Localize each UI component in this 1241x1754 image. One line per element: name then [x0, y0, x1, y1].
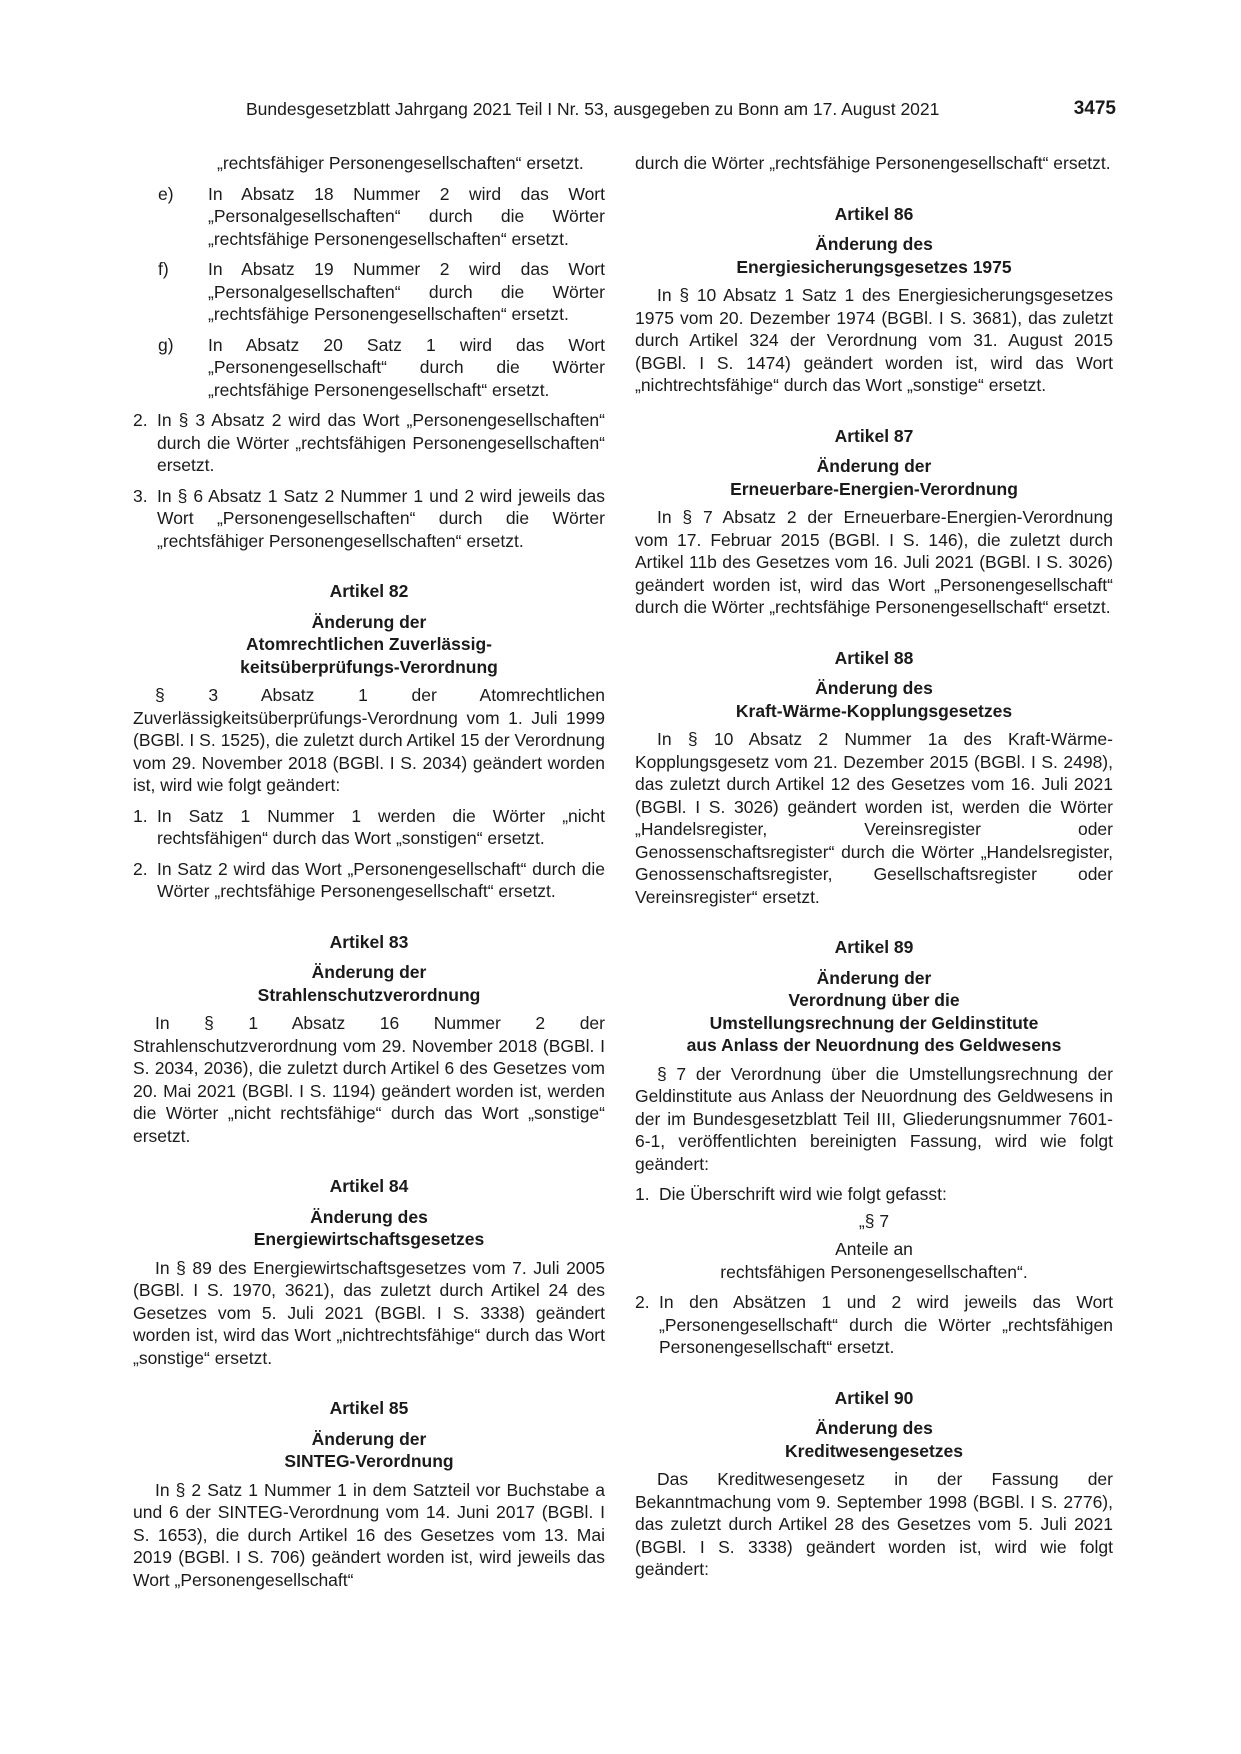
article-heading: Artikel 90 [834, 1387, 914, 1408]
article-paragraph: In § 2 Satz 1 Nummer 1 in dem Satzteil vor Buchstabe a und 6 der SINTEG-Verordnung vom 14. Juni 2017 (BGBl. I S. 1653), die durch Artikel 16 des Gesetzes vom 13. Mai 2019 (BGBl. I S. 706) geändert worden ist, wird jeweils das Wort „Personengesellschaft“ [133, 1479, 605, 1590]
list-item-text: In Absatz 20 Satz 1 wird das Wort „Personengesellschaft“ durch die Wörter „rechtsfähige Personengesellschaft“ ersetzt. [208, 334, 605, 400]
article-title [133, 611, 605, 679]
list-item-text: In Satz 1 Nummer 1 werden die Wörter „nicht rechtsfähigen“ durch das Wort „sonstigen“ ersetzt. [157, 805, 605, 848]
page-header [246, 99, 1116, 127]
article-title-line: Änderung der [311, 962, 427, 982]
quoted-heading [635, 1210, 1113, 1284]
article-title [133, 1428, 605, 1473]
article-title-line: Änderung des [310, 1206, 428, 1227]
article-title [635, 967, 1113, 1057]
article-title-line: keitsüberprüfungs-Verordnung [240, 656, 498, 677]
list-item [133, 805, 605, 850]
article-paragraph: In § 7 Absatz 2 der Erneuerbare-Energien-Verordnung vom 17. Februar 2015 (BGBl. I S. 146), die zuletzt durch Artikel 11b des Gesetzes vom 16. Juli 2021 (BGBl. I S. 3026) geändert worden ist, wird das Wort „Personengesellschaft“ durch die Wörter „rechtsfähige Personengesellschaft“ ersetzt. [635, 507, 1113, 617]
list-item [635, 1291, 1113, 1359]
list-item-number: 2. [133, 410, 148, 430]
list-item-text: In § 6 Absatz 1 Satz 2 Nummer 1 und 2 wird jeweils das Wort „Personengesellschaften“ durch die Wörter „rechtsfähiger Personengesellschaften“ ersetzt. [157, 485, 605, 551]
article-title [133, 961, 605, 1006]
article-paragraph: In § 1 Absatz 16 Nummer 2 der Strahlenschutzverordnung vom 29. November 2018 (BGBl. I S. 2034, 2036), die zuletzt durch Artikel 6 des Gesetzes vom 20. Mai 2021 (BGBl. I S. 1194) geändert worden ist, werden die Wörter „nicht rechtsfähige“ durch das Wort „sonstige“ ersetzt. [133, 1013, 605, 1146]
left-column [133, 152, 605, 1591]
article-paragraph: In § 89 des Energiewirtschaftsgesetzes vom 7. Juli 2005 (BGBl. I S. 1970, 3621), das zuletzt durch Artikel 24 des Gesetzes vom 5. Juli 2021 (BGBl. I S. 3338) geändert worden ist, wird das Wort „nichtrechtsfähige“ durch das Wort „sonstige“ ersetzt. [133, 1257, 605, 1368]
list-item [133, 485, 605, 553]
list-item [158, 258, 605, 326]
article-title-line: Energiewirtschaftsgesetzes [253, 1229, 485, 1249]
right-column [635, 152, 1113, 1581]
article-title-line: Energiesicherungsgesetzes 1975 [736, 256, 1012, 277]
article-title-line: Änderung des [815, 234, 933, 254]
list-item-text: In Satz 2 wird das Wort „Personengesellschaft“ durch die Wörter „rechtsfähige Personengesellschaft“ ersetzt. [157, 858, 605, 901]
list-item [133, 409, 605, 477]
article-title [635, 1417, 1113, 1462]
list-item-text: In den Absätzen 1 und 2 wird jeweils das Wort „Personengesellschaft“ durch die Wörter „rechtsfähigen Personengesellschaft“ ersetzt. [659, 1292, 1113, 1357]
article-heading: Artikel 82 [329, 581, 409, 601]
article-heading: Artikel 86 [834, 203, 914, 224]
list-item-number: 2. [635, 1292, 650, 1312]
continuation-text: „rechtsfähiger Personengesellschaften“ ersetzt. [217, 153, 584, 173]
article-title-line: Änderung des [815, 678, 933, 698]
list-item-number: 1. [635, 1184, 650, 1204]
page-number: 3475 [1073, 98, 1116, 119]
list-item-text: Die Überschrift wird wie folgt gefasst: [659, 1184, 947, 1204]
list-item-number: f) [158, 259, 169, 279]
list-item-number: 3. [133, 485, 148, 506]
list-item [635, 1183, 1113, 1206]
list-item-text: In § 3 Absatz 2 wird das Wort „Personengesellschaften“ durch die Wörter „rechtsfähigen Personengesellschaften“ ersetzt. [157, 410, 605, 475]
list-item [158, 183, 605, 251]
article-paragraph: § 3 Absatz 1 der Atomrechtlichen Zuverlässigkeitsüberprüfungs-Verordnung vom 1. Juli 1999 (BGBl. I S. 1525), die zuletzt durch Artikel 15 der Verordnung vom 29. November 2018 (BGBl. I S. 2034) geändert worden ist, wird wie folgt geändert: [133, 685, 605, 795]
list-item-number: 2. [133, 858, 148, 879]
article-title-line: Änderung der [816, 456, 932, 476]
article-title-line: Änderung der [311, 1428, 427, 1449]
article-heading: Artikel 89 [834, 937, 914, 957]
article-title [133, 1206, 605, 1251]
article-heading: Artikel 83 [329, 931, 409, 952]
article-heading: Artikel 85 [329, 1398, 409, 1418]
article-heading: Artikel 87 [834, 425, 914, 446]
list-item-number: 1. [133, 805, 148, 826]
article-title [635, 677, 1113, 722]
article-title-line: Kreditwesengesetzes [785, 1440, 963, 1461]
continuation-text: durch die Wörter „rechtsfähige Personengesellschaft“ ersetzt. [635, 153, 1111, 173]
article-title-line: SINTEG-Verordnung [284, 1451, 454, 1471]
article-title-line: Änderung des [815, 1418, 933, 1438]
article-title-line: Erneuerbare-Energien-Verordnung [730, 478, 1018, 499]
list-item-number: g) [158, 334, 174, 355]
list-item-text: In Absatz 19 Nummer 2 wird das Wort „Personalgesellschaften“ durch die Wörter „rechtsfähige Personengesellschaften“ ersetzt. [208, 259, 605, 324]
quoted-title-line: rechtsfähigen Personengesellschaften“. [720, 1261, 1028, 1282]
header-title: Bundesgesetzblatt Jahrgang 2021 Teil I Nr. 53, ausgegeben zu Bonn am 17. August 2021 [246, 99, 940, 119]
article-title-line: Atomrechtlichen Zuverlässig- [245, 634, 493, 654]
article-heading: Artikel 88 [834, 647, 914, 668]
article-title-line: Umstellungsrechnung der Geldinstitute [709, 1012, 1039, 1033]
article-title-line: Änderung der [311, 611, 427, 632]
list-item-text: In Absatz 18 Nummer 2 wird das Wort „Personalgesellschaften“ durch die Wörter „rechtsfähige Personengesellschaften“ ersetzt. [208, 183, 605, 249]
article-paragraph: § 7 der Verordnung über die Umstellungsrechnung der Geldinstitute aus Anlass der Neuordnung des Geldwesens in der im Bundesgesetzblatt Teil III, Gliederungsnummer 7601-6-1, veröffentlichten bereinigten Fassung, wird wie folgt geändert: [635, 1063, 1113, 1174]
list-item [158, 334, 605, 402]
article-paragraph: In § 10 Absatz 1 Satz 1 des Energiesicherungsgesetzes 1975 vom 20. Dezember 1974 (BGBl. I S. 3681), das zuletzt durch Artikel 324 der Verordnung vom 31. August 2015 (BGBl. I S. 1474) geändert worden ist, wird das Wort „nichtrechtsfähige“ durch das Wort „sonstige“ ersetzt. [635, 285, 1113, 395]
article-title-line: Strahlenschutzverordnung [257, 984, 481, 1005]
article-title-line: aus Anlass der Neuordnung des Geldwesens [686, 1035, 1062, 1055]
article-title [635, 455, 1113, 500]
article-title-line: Verordnung über die [788, 990, 960, 1010]
list-item [133, 858, 605, 903]
article-paragraph: Das Kreditwesengesetz in der Fassung der Bekanntmachung vom 9. September 1998 (BGBl. I S. 2776), das zuletzt durch Artikel 28 des Gesetzes vom 5. Juli 2021 (BGBl. I S. 3338) geändert worden ist, wird wie folgt geändert: [635, 1469, 1113, 1579]
article-title-line: Änderung der [816, 967, 932, 988]
quoted-section-number: „§ 7 [858, 1210, 890, 1231]
article-heading: Artikel 84 [329, 1176, 409, 1196]
list-item-number: e) [158, 183, 174, 204]
article-paragraph: In § 10 Absatz 2 Nummer 1a des Kraft-Wärme-Kopplungsgesetz vom 21. Dezember 2015 (BGBl. I S. 2498), das zuletzt durch Artikel 12 des Gesetzes vom 16. Juli 2021 (BGBl. I S. 3026) geändert worden ist, werden die Wörter „Handelsregister, Vereinsregister oder Genossenschaftsregister“ durch die Wörter „Handelsregister, Genossenschaftsregister, Gesellschaftsregister oder Vereinsregister“ ersetzt. [635, 729, 1113, 907]
article-title [635, 233, 1113, 278]
quoted-title-line: Anteile an [835, 1239, 913, 1259]
article-title-line: Kraft-Wärme-Kopplungsgesetzes [735, 700, 1013, 721]
